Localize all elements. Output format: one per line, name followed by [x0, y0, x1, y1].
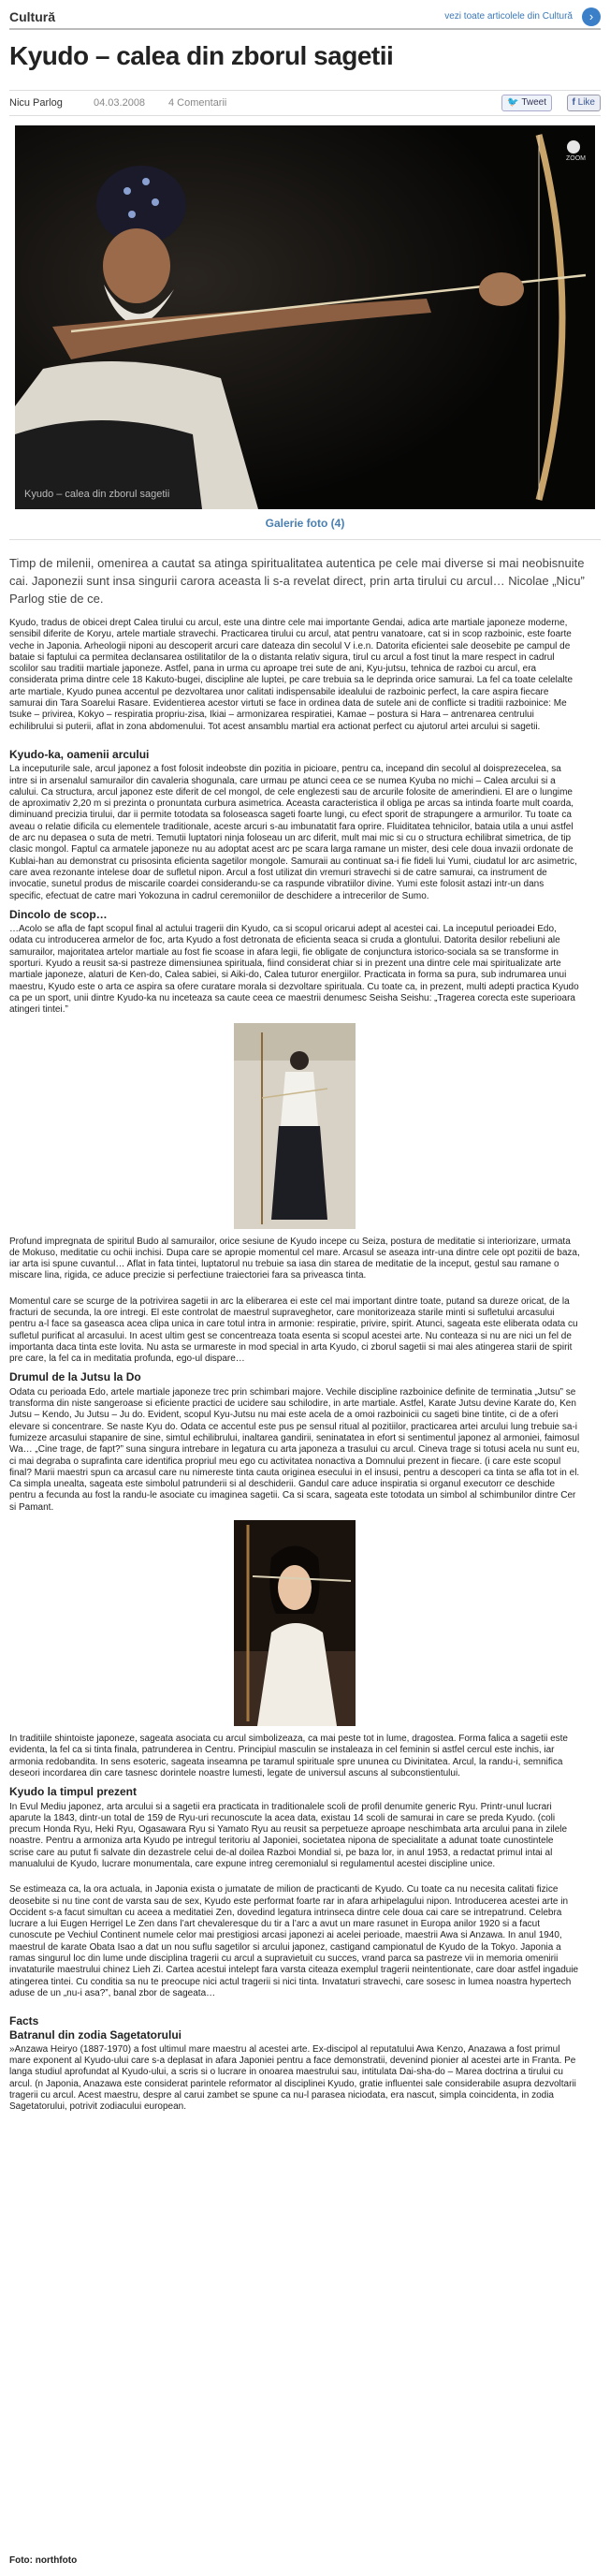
- hero-image[interactable]: [15, 125, 595, 509]
- article-body: [9, 618, 580, 2120]
- hero-caption: Kyudo – calea din zborul sagetii: [24, 489, 170, 500]
- section-heading: Kyudo la timpul prezent: [9, 1785, 138, 1799]
- paragraph: Odata cu perioada Edo, artele martiale japoneze trec prin schimbari majore. Vechile discipline razboinice definite de terminatia „Jutsu” se transforma din niste sangeroase si eficiente practici de ucidere sau schilodire, in arte martiale. Astfel, Karate Jutsu devine Karate do, Ken Jutsu – Kendo, Ju Jutsu – Ju do. Evident, scopul Kyu-Jutsu nu mai este acela de a omoi razboinicii cu sageti bine tintite, ci de a oferi elevare si concentrare. Se naste Kyu do. Odata ce accentul este pus pe sensul ritual al pozitiilor, practicarea artei arcului lung trebuie sa-i fumizeze arcasului stapanire de sine, simtul echilibrului, inaltarea gandirii, seninatatea in efort si sentimentul japonez al armoniei, faimosul Wa… „Cine trage, de fapt?” suna singura intrebare in legatura cu arta japoneza a trasului cu arcul. Cineva trage si totusi acela nu sunt eu, ci mai degraba o suprafinta care identifica propriul meu ego cu activitatea nonactiva a Domnului prezent in fiecare. (i care este scopul final? Marii maestri spun ca arcasul care nu nimereste tinta cauta originea esecului in el insusi, pentru a descoperi ca tinta se afla tot in el. Ca simpla unealta, sageata este simbolul patrunderii si al deschiderii. Gandul care aduce inspiratia si organul executorr ce deschide pentru a fecunda au fost la randu-le asociate cu imaginea sagetii. Ca si scara, sageata este totodata un simbol al schimbunilor dintre Cer si Pamant.: [9, 1386, 580, 1513]
- facebook-like-button[interactable]: [567, 95, 601, 111]
- section-heading: Drumul de la Jutsu la Do: [9, 1370, 141, 1384]
- section-heading: Kyudo-ka, oamenii arcului: [9, 747, 150, 761]
- section-heading: Batranul din zodia Sagetatorului: [9, 2027, 182, 2042]
- paragraph: Profund impregnata de spiritul Budo al samurailor, orice sesiune de Kyudo incepe cu Seiza, postura de meditatie si interiorizare, urmata de Mokuso, meditatie cu ochii inchisi. Dupa care se apropie momentul cel mare. Arcasul se aseaza intr-una dintre cele opt pozitii de baza, iar arta isi spune cuvantul… Aflat in fata tintei, luptatorul nu trebuie sa iasa din starea de meditatie de la inceput, gestul sau ramane o miscare lina, rigida, ce aduce precizie si perfectiune traiectoriei fara sa priveasca tinta.: [9, 1236, 580, 1281]
- inline-photo-archer[interactable]: [234, 1023, 356, 1229]
- photo-gallery-link[interactable]: Galerie foto (4): [265, 517, 345, 530]
- section-label: Cultură: [9, 9, 55, 24]
- tweet-label: Tweet: [521, 97, 546, 108]
- paragraph: Momentul care se scurge de la potrivirea sagetii in arc la eliberarea ei este cel mai important dintre toate, putand sa dureze oricat, de la fracturi de secunda, la ore intregi. El este controlat de maestrul supraveghetor, care monitorizeaza starile minti si sufletului arcasului pentru a-l face sa gaseasca acea clipa unica in care totul intra in armonie: respiratie, privire, spirit. Atunci, sageata este eliberata odata cu sufletul purificat al arcasului. In acest ultim gest se concentreaza toata esenta si scopul acestei arte. Nu conteaza si nu are nici un fel de importanta daca tinta este lovita. Nu asta se urmareste in mod special in arta Kyudo, ci zborul sagetii si mai ales atingerea starii de spirit pre care, la fel ca in meditatia profunda, ego-ul dispare…: [9, 1295, 578, 1365]
- paragraph: …Acolo se afla de fapt scopul final al actului tragerii din Kyudo, ca si scopul oricarui adept al acestei cai. La inceputul perioadei Edo, odata cu introducerea armelor de foc, arta Kyudo a fost detronata de eficienta seaca si cruda a glontului. Datorita desilor rebeliuni ale samurailor, majoritatea artelor martiale au fost fie scoase in afara legii, fie obligate de conjunctura istorico-sociala sa se transforme in sporturi. Kyudo a reusit sa-si pastreze dimensiunea spirituala, fiind considerat chiar si in prezent una dintre cele mai spiritualizate arte martiale japoneze, alaturi de Ken-do, Calea sabiei, si Aiki-do, Calea tuturor energiilor. Practicata in forma sa pura, sub indrumarea unui maestru, Kyudo este o arta ce aspira sa ofere curatare morala si dezvoltare spirituala. Cu toate ca, in prezent, multi adepti practica Kyudo ca pe un sport, unii dintre Kyudo-ka nu inceteaza sa caute ceea ce maestrii denumesc Seisha Seishu: „Tragerea corecta este superioara atingeri tintei.”: [9, 924, 579, 1016]
- chevron-right-icon[interactable]: ›: [582, 7, 601, 26]
- divider: [9, 539, 601, 540]
- paragraph: Kyudo, tradus de obicei drept Calea tirului cu arcul, este una dintre cele mai importante Gendai, adica arte martiale japoneze moderne, sensibil diferite de Koryu, artele martiale stravechi. Practicarea tirului cu arcul, atat pentru vanatoare, cat si in scop razboinic, este foarte veche in Japonia. Arheologii niponi au descoperit arcuri care dateaza din secolul V i.e.n. Datorita eficientei sale deosebite pe campul de bataie si faptului ca permitea declansarea ostilitatilor de la o distanta relativ sigura, tirul cu arcul a fost tinut la mare respect in cadrul scolilor sau traditii martiale japoneze. Astfel, pana in urma cu aproape trei sute de ani, Kyu-jutsu, tehnica de razboi cu arcul, era considerata prima dintre cele 18 Kakuto-bugei, discipline ale luptei, pe care trebuia sa le deprinda orice samurai. La fel ca toate celelalte arte martiale, Kyudo punea accentul pe dezvoltarea unor calitati indispensabile idealului de razboinic perfect, la care aspira fiecare samurai din Tara Soarelui Rasare. Evidentierea acestor virtuti se face in ordinea data de sutele ani de conflicte si traditii razboinice: Me tsuke – privirea, Kokyo – respiratia propriu-zisa, Ikiai – armonizarea respiratiei, Kamae – postura si Hara – antrenarea centrului echilibrului si puterii, aflat in zona abdomenului. Tot acest ansamblu martial era actionat perfect cu ajutorul artei arcului si sagetii.: [9, 618, 574, 732]
- section-header: [9, 7, 601, 30]
- archer-photo-illustration: [234, 1023, 356, 1229]
- zoom-icon[interactable]: [567, 140, 580, 154]
- paragraph: In Evul Mediu japonez, arta arcului si a sagetii era practicata in traditionalele scoli de profil denumite generic Ryu. Printr-unul lucrari aparute la 1843, dintr-un total de 159 de Ryu-uri recunoscute la acea data, existau 14 scoli de samurai in care se preda Kyudo. (coli precum Honda Ryu, Heki Ryu, Ogasawara Ryu si Yamato Ryu au reusit sa perpetueze aproape neschimbata arta arcului pana in zilele noastre. Pentru a armoniza arta Kyudo pe intregul teritoriu al Japoniei, societatea nipona de specialitate a adunat toate cunostintele scrise care au putut fi salvate din dezastrele celui de-al doilea Razboi Mondial si, pe baza lor, in anul 1953, a redactat primul intai al manualului de Kyudo, lucrare monumentala, care expune intreg ceremonialul si regulamentul acestei discipline unice.: [9, 1801, 568, 1869]
- see-all-articles-link[interactable]: vezi toate articolele din Cultură: [444, 11, 573, 22]
- inline-photo-woman-archer[interactable]: [234, 1520, 356, 1726]
- author-name[interactable]: Nicu Parlog: [9, 97, 63, 109]
- section-heading: Dincolo de scop…: [9, 907, 108, 921]
- photo-credit: Foto: northfoto: [9, 2555, 78, 2566]
- paragraph: La inceputurile sale, arcul japonez a fost folosit indeobste din pozitia in picioare, pentru ca, incepand din secolul al doisprezecelea, sa intre si in arsenalul samurailor din cavaleria shogunala, care urmau pe atunci ceea ce se numea Kyuba no michi – Calea arcului si a calului. Ca structura, arcul japonez este diferit de cel mongol, de cele englezesti sau de arcurile folosite de amerindieni. El are o lungime de aproximativ 2,20 m si prezinta o pronuntata curbura asimetrica. Aceasta caracteristica il obliga pe arcas sa intinda foarte mult coarda, diminuand precizia tirului, dar ii permite totodata sa foloseasca sageti foarte lungi, cu efect sporit de strapungere a armurilor. Tu toate ca aveau o relatie dificila cu elementele traditionale, aceste arcuri s-au imbunatatit fara oprire. Fluiditatea tehnicilor, bataia utila a unui astfel de arc nu depasea o suta de metri. Temutii luptatori ninja foloseau un arc diferit, mult mai mic si cu o structura echilibrat simetrica, de tip clasic mongol. Faptul ca armatele japoneze nu au adoptat acest arc pe scara larga ramane un mister, desi cele doua invazii ordonate de Kublai-han au demonstrat cu prisosinta eficienta sagetilor mongole. Samuraii au continuat sa-i fie fideli lui Yumi, ciudatul lor arc asimetric, care avea rezonante intelese doar de sufletul nipon. Arcul a fost utilizat din vremuri stravechi si de catre samurai, ca instrument de invocatie, sunetul produs de miscarile coardei considerandu-se ca raspunde vibratiilor divine. Yumi este folosit astazi intr-un dans specific, efectuat de catre mari Yokozuna in cadrul ceremoniilor de deschidere a intrecerilor de Sumo.: [9, 764, 577, 901]
- like-label: Like: [577, 97, 595, 108]
- publish-date: 04.03.2008: [94, 97, 146, 109]
- facts-heading: Facts: [9, 2014, 39, 2028]
- article-lead: Timp de milenii, omenirea a cautat sa atinga spiritualitatea autentica pe cele mai diverse si mai neobisnuite cai. Japonezii sunt insa singurii carora aceasta li s-a revelat direct, prin arta tirului cu arcul… Nicolae „Nicu” Parlog stie de ce.: [9, 556, 585, 606]
- twitter-bird-icon: 🐦: [507, 97, 519, 108]
- paragraph: In traditiile shintoiste japoneze, sageata asociata cu arcul simbolizeaza, ca mai peste tot in lume, dragostea. Forma falica a sagetii este evidenta, la fel ca si tinta finala, patrunderea in Centru. Principiul masculin se instaleaza in cel feminin si astfel cercul este inchis, iar armonia redobandita. In sens esoteric, sageata inseamna pe taramul spirituale spre ununea cu Divinitatea. Arcul, la randu-i, semnifica deseori incordarea din care tasnesc dorintele noastre lumesti, legate de universul ascuns al subconstientului.: [9, 1734, 568, 1778]
- zoom-label: ZOOM: [566, 155, 586, 162]
- facebook-icon: f: [572, 97, 575, 108]
- woman-archer-photo-illustration: [234, 1520, 356, 1726]
- comments-link[interactable]: 4 Comentarii: [168, 97, 227, 109]
- article-meta: [9, 90, 601, 116]
- paragraph: Se estimeaza ca, la ora actuala, in Japonia exista o jumatate de milion de practicanti de Kyudo. Cu toate ca nu necesita calitati fizice deosebite si nu tine cont de varsta sau de sex, Kyudo este performat foarte rar in afara arhipelagului nipon. Introducerea acestei arte in Occident s-a facut simultan cu aceea a meditatiei Zen, dovedind legatura intrinseca dintre cele doua cai care se intrepatrund. Celebra lucrare a lui Eugen Herrigel Le Zen dans l’art chevaleresque du tir a l’arc a avut un mare rasunet in Europa anilor 1920 si a facut cunoscute pe Vechiul Continent numele celor mai prestigiosi arcasi japonezi ai acelei perioade, maestrii Awa si Anzawa. In anul 1940, maestrul de karate Obata Isao a dat un nou suflu sagetilor si arcului japonez, castigand campionatul de Kyudo de la Tokyo. Japonia a ramas singurul loc din lume unde disciplina tragerii cu arcul a supravietuit cu succes, vrand parca sa pastreze vii in memoria omenirii invataturile maestrului chinez Lieh Zi. Cartea acestui intelept fara varsta citeaza exemplul tragerii neintentionate, care doar astfel ingaduie atingerea tintei. Cu conditia sa nu te preocupe nici actul tragerii si nici tinta. Invataturi stravechi, care sosesc in lumea noastra hypertech aduse de un „nu-i asa?”, banal zbor de sageata…: [9, 1884, 579, 1998]
- paragraph: »Anzawa Heiryo (1887-1970) a fost ultimul mare maestru al acestei arte. Ex-discipol al reputatului Awa Kenzo, Anazawa a fost primul mare exponent al Kyudo-ului care s-a deplasat in afara Japoniei pentru a face demonstratii, devenind pionier al acestei arte in Franta. Pe langa studiul aprofundat al Kyudo-ului, a scris si o lucrare in onoarea maestrului sau, intitulata Dai-sha-do – Marea doctrina a tirului cu arcul. (n Japonia, Anazawa este considerat parintele reformator al disciplinei Kyudo, gratie influentei sale considerabile asupra dezvoltarii tragerii cu arcul. Acest maestru, despre al carui zambet se spune ca nu-l parasea niciodata, era nascut, simpla coincidenta, in zodia Sagetatorului, potrivit zodiacului european.: [9, 2043, 576, 2113]
- hero-archer-illustration: [15, 125, 595, 509]
- tweet-button[interactable]: [501, 95, 552, 111]
- article-title: Kyudo – calea din zborul sagetii: [9, 41, 394, 70]
